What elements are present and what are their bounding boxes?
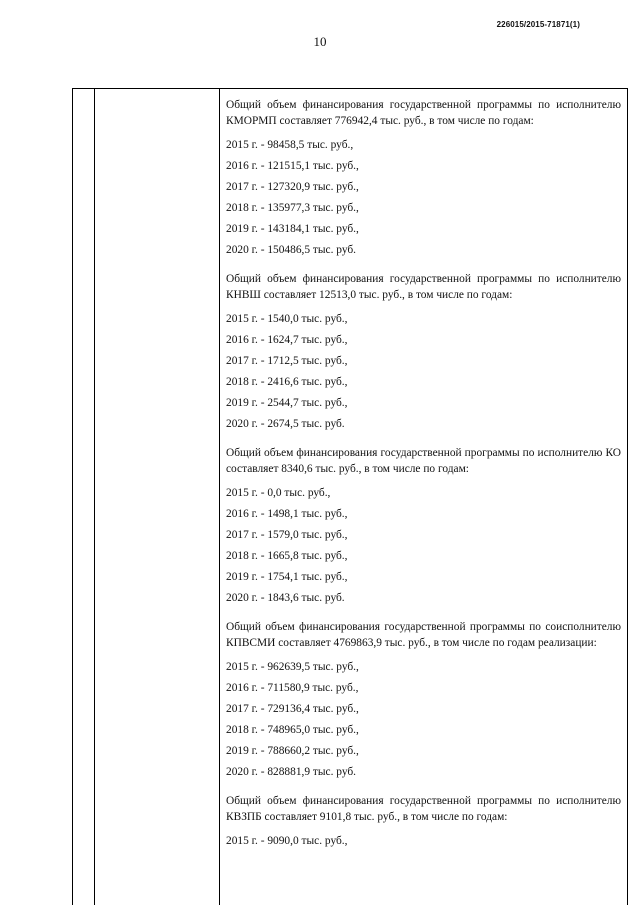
- financing-text-column: [226, 97, 621, 852]
- column-divider-2: [219, 89, 220, 905]
- year-amount-line: 2019 г. - 2544,7 тыс. руб.,: [226, 397, 348, 409]
- year-amount-line: 2019 г. - 1754,1 тыс. руб.,: [226, 571, 348, 583]
- financing-paragraph: Общий объем финансирования государственной программы по соисполнителю КПВСМИ составляет 4769863,9 тыс. руб., в том числе по годам реализации:: [226, 621, 621, 649]
- page-number: 10: [313, 34, 327, 49]
- year-amount-line: 2016 г. - 711580,9 тыс. руб.,: [226, 682, 359, 694]
- year-amount-line: 2017 г. - 1712,5 тыс. руб.,: [226, 355, 348, 367]
- financing-paragraph: Общий объем финансирования государственной программы по исполнителю КО составляет 8340,6 тыс. руб., в том числе по годам:: [226, 447, 621, 475]
- year-amount-line: 2016 г. - 121515,1 тыс. руб.,: [226, 160, 359, 172]
- year-amount-line: 2019 г. - 788660,2 тыс. руб.,: [226, 745, 359, 757]
- year-amount-line: 2020 г. - 150486,5 тыс. руб.: [226, 244, 357, 256]
- document-id: 226015/2015-71871(1): [496, 20, 580, 29]
- year-amount-line: 2015 г. - 1540,0 тыс. руб.,: [226, 313, 348, 325]
- year-amount-line: 2015 г. - 9090,0 тыс. руб.,: [226, 835, 348, 847]
- year-amount-line: 2019 г. - 143184,1 тыс. руб.,: [226, 223, 359, 235]
- financing-paragraph: Общий объем финансирования государственной программы по исполнителю КМОРМП составляет 776942,4 тыс. руб., в том числе по годам:: [226, 99, 621, 127]
- year-amount-line: 2015 г. - 962639,5 тыс. руб.,: [226, 661, 359, 673]
- financing-paragraph: Общий объем финансирования государственной программы по исполнителю КНВШ составляет 12513,0 тыс. руб., в том числе по годам:: [226, 273, 621, 301]
- year-amount-line: 2016 г. - 1624,7 тыс. руб.,: [226, 334, 348, 346]
- financing-table: [72, 88, 628, 905]
- year-amount-line: 2020 г. - 828881,9 тыс. руб.: [226, 766, 357, 778]
- year-amount-line: 2018 г. - 2416,6 тыс. руб.,: [226, 376, 348, 388]
- year-amount-line: 2018 г. - 135977,3 тыс. руб.,: [226, 202, 359, 214]
- year-amount-line: 2015 г. - 98458,5 тыс. руб.,: [226, 139, 354, 151]
- year-amount-line: 2016 г. - 1498,1 тыс. руб.,: [226, 508, 348, 520]
- year-amount-line: 2018 г. - 1665,8 тыс. руб.,: [226, 550, 348, 562]
- financing-paragraph: Общий объем финансирования государственной программы по исполнителю КВЗПБ составляет 9101,8 тыс. руб., в том числе по годам:: [226, 795, 621, 823]
- year-amount-line: 2017 г. - 1579,0 тыс. руб.,: [226, 529, 348, 541]
- column-divider-1: [94, 89, 95, 905]
- year-amount-line: 2017 г. - 127320,9 тыс. руб.,: [226, 181, 359, 193]
- year-amount-line: 2018 г. - 748965,0 тыс. руб.,: [226, 724, 359, 736]
- year-amount-line: 2017 г. - 729136,4 тыс. руб.,: [226, 703, 359, 715]
- year-amount-line: 2020 г. - 1843,6 тыс. руб.: [226, 592, 345, 604]
- year-amount-line: 2015 г. - 0,0 тыс. руб.,: [226, 487, 331, 499]
- year-amount-line: 2020 г. - 2674,5 тыс. руб.: [226, 418, 345, 430]
